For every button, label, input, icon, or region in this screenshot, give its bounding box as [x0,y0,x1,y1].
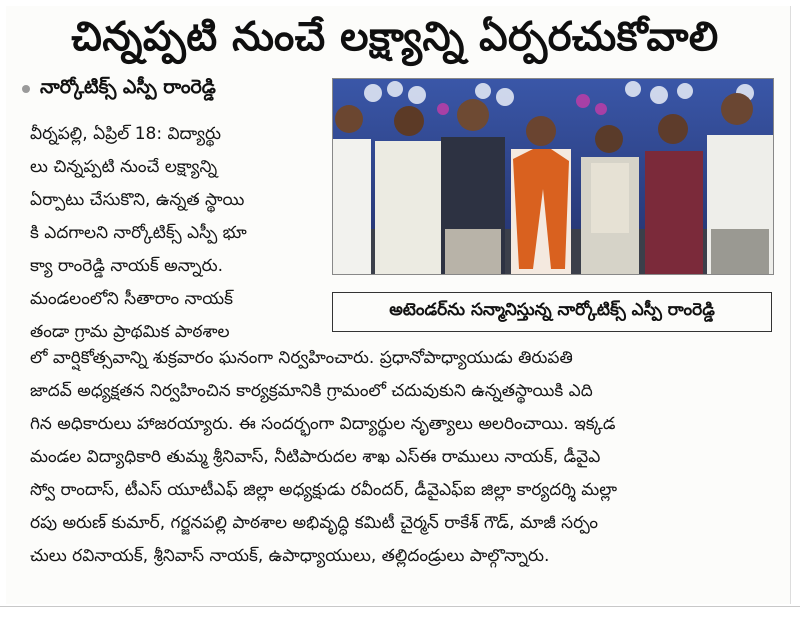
body-line: లు చిన్నప్పటి నుంచే లక్ష్యాన్ని [30,157,218,177]
body-line: క్యా రాంరెడ్డి నాయక్ అన్నారు. [30,256,224,276]
event-photo-illustration [333,79,773,274]
body-line: జాదవ్ అధ్యక్షతన నిర్వహించిన కార్యక్రమానికి గ్రామంలో చదువుకుని ఉన్నతస్థాయికి ఎది [30,381,593,401]
body-line: వీర్నపల్లి, ఏప్రిల్ 18: విద్యార్థు [30,124,221,144]
byline [22,74,216,104]
news-photo [332,78,774,275]
body-line: మండల విద్యాధికారి తుమ్మ శ్రీనివాస్, నీటిపారుదల శాఖ ఎస్ఈ రాములు నాయక్, డీవైఎ [30,447,601,467]
bottom-divider [0,606,800,607]
byline-text: నార్కోటిక్స్ ఎస్పీ రాంరెడ్డి [40,75,216,98]
body-line: ఏర్పాటు చేసుకొని, ఉన్నత స్థాయి [30,190,245,210]
body-line: లో వార్షికోత్సవాన్ని శుక్రవారం ఘనంగా నిర్వహించారు. ప్రధానోపాధ్యాయుడు తిరుపతి [30,348,573,368]
body-line: రపు అరుణ్ కుమార్, గర్జనపల్లి పాఠశాల అభివృద్ధి కమిటీ చైర్మన్ రాకేశ్ గౌడ్, మాజీ సర్పం [30,513,598,533]
body-left-column [30,118,320,349]
body-line: మండలంలోని సీతారాం నాయక్ [30,289,233,309]
body-line: గిన అధికారులు హాజరయ్యారు. ఈ సందర్భంగా విద్యార్థుల నృత్యాలు అలరించాయి. ఇక్కడ [30,414,616,434]
body-line: స్వో రాందాస్, టీఎస్ యూటీఎఫ్ జిల్లా అధ్యక్షుడు రవీందర్, డీవైఎఫ్ఐ జిల్లా కార్యదర్శి మల్లా [30,480,618,500]
body-line: చులు రవినాయక్, శ్రీనివాస్ నాయక్, ఉపాధ్యాయులు, తల్లిదండ్రులు పాల్గొన్నారు. [30,546,550,566]
headline: చిన్నప్పటి నుంచే లక్ష్యాన్ని ఏర్పరచుకోవాలి [71,14,719,60]
bullet-dot [22,85,30,93]
body-full-width [30,342,778,573]
body-line: తండా గ్రామ ప్రాథమిక పాఠశాల [30,322,230,342]
photo-caption: అటెండర్‌ను సన్మానిస్తున్న నార్కోటిక్స్ ఎస్పీ రాంరెడ్డి [332,292,772,332]
body-line: కి ఎదగాలని నార్కోటిక్స్ ఎస్పీ భూ [30,223,247,243]
